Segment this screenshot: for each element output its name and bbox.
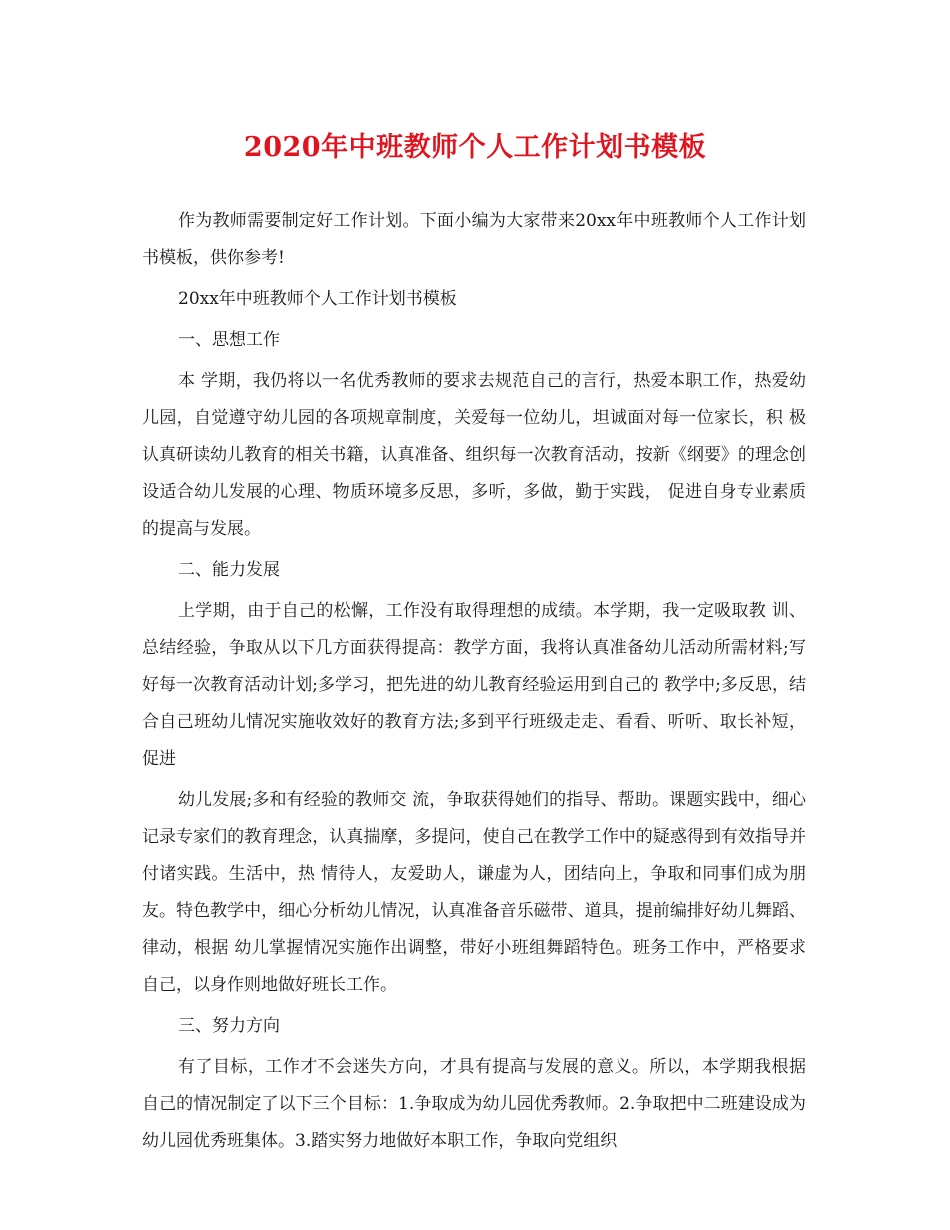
paragraph-section-3: 有了目标，工作才不会迷失方向，才具有提高与发展的意义。所以，本学期我根据自己的情况制定了以下三个目标：1.争取成为幼儿园优秀教师。2.争取把中二班建设成为幼儿园优秀班集体。3.踏实努力地做好本职工作，争取向党组织 [142, 1057, 806, 1151]
section-heading-3: 三、努力方向 [178, 1016, 280, 1036]
document-title: 2020年中班教师个人工作计划书模板 [243, 132, 707, 163]
paragraph-section-2b: 幼儿发展;多和有经验的教师交 流，争取获得她们的指导、帮助。课题实践中，细心记录专家们的教育理念，认真揣摩，多提问，使自己在教学工作中的疑惑得到有效指导并付诸实践。生活中，热 情待人，友爱助人，谦虚为人，团结向上，争取和同事们成为朋友。特色教学中，细心分析幼儿情况，认真准备音乐磁带、道具，提前编排好幼儿舞蹈、律动，根据 幼儿掌握情况实施作出调整，带好小班组舞蹈特色。班务工作中，严格要求自己，以身作则地做好班长工作。 [142, 790, 806, 995]
document-body [142, 203, 806, 1160]
paragraph-intro: 作为教师需要制定好工作计划。下面小编为大家带来20xx年中班教师个人工作计划书模板，供你参考! [142, 211, 806, 268]
paragraph-subtitle: 20xx年中班教师个人工作计划书模板 [178, 289, 457, 309]
section-heading-2: 二、能力发展 [178, 560, 280, 580]
paragraph-section-2a: 上学期，由于自己的松懈，工作没有取得理想的成绩。本学期，我一定吸取教 训、总结经验，争取从以下几方面获得提高：教学方面，我将认真准备幼儿活动所需材料;写好每一次教育活动计划;多学习，把先进的幼儿教育经验运用到自己的 教学中;多反思，结合自己班幼儿情况实施收效好的教育方法;多到平行班级走走、看看、听听、取长补短，促进 [142, 601, 806, 769]
paragraph-section-1: 本 学期，我仍将以一名优秀教师的要求去规范自己的言行，热爱本职工作，热爱幼儿园，自觉遵守幼儿园的各项规章制度，关爱每一位幼儿，坦诚面对每一位家长，积 极认真研读幼儿教育的相关书籍，认真准备、组织每一次教育活动，按新《纲要》的理念创设适合幼儿发展的心理、物质环境多反思，多听，多做，勤于实践， 促进自身专业素质的提高与发展。 [142, 371, 806, 539]
section-heading-1: 一、思想工作 [178, 330, 280, 350]
